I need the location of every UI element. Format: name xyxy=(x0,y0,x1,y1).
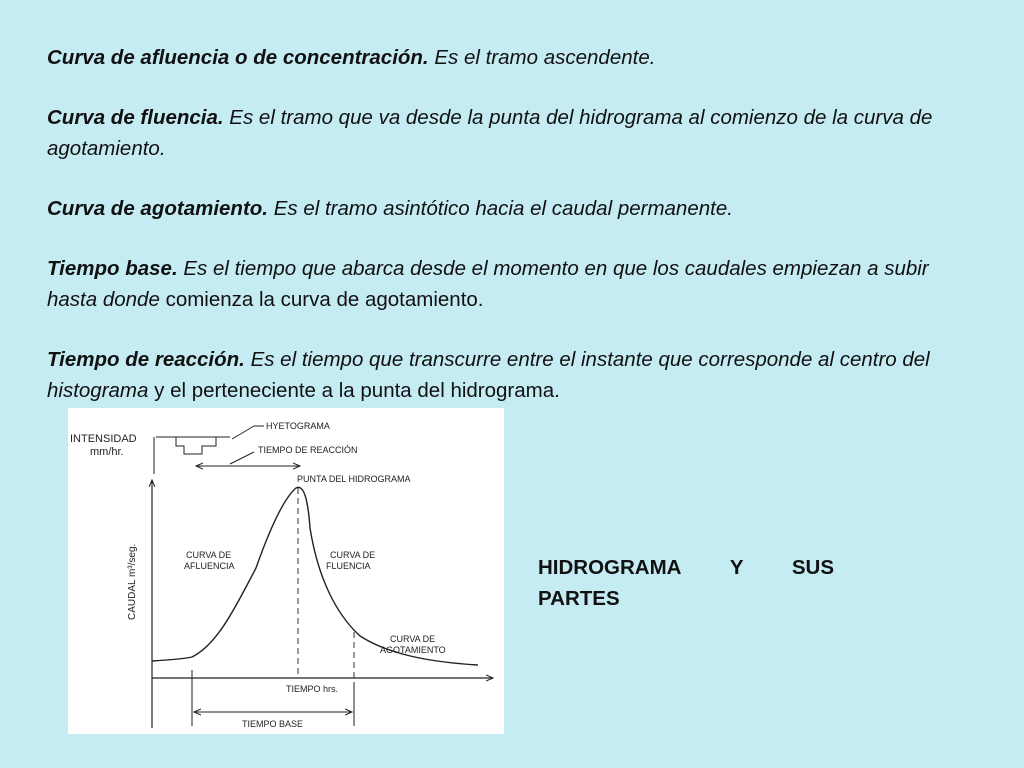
paragraph-afluencia xyxy=(47,42,937,73)
base-time-label: TIEMPO BASE xyxy=(242,719,304,729)
hyetograph-label: HYETOGRAMA xyxy=(266,421,330,431)
y-axis-label: CAUDAL m³/seg. xyxy=(127,543,138,620)
intensity-unit-label: mm/hr. xyxy=(90,446,124,458)
hyetograph-bars xyxy=(176,437,216,454)
term-tiempo-base: Tiempo base. xyxy=(47,257,178,280)
term-tiempo-reaccion: Tiempo de reacción. xyxy=(47,348,245,371)
diagram-caption xyxy=(538,552,834,614)
x-axis-label: TIEMPO hrs. xyxy=(286,684,339,694)
definition-tiempo-base-normal: comienza la curva de agotamiento. xyxy=(165,288,484,311)
rising-curve-label-line2: AFLUENCIA xyxy=(184,561,235,571)
definition-agotamiento: Es el tramo asintótico hacia el caudal permanente. xyxy=(273,197,733,220)
definitions-text xyxy=(47,42,937,435)
paragraph-tiempo-base xyxy=(47,253,937,315)
definition-tiempo-reaccion-normal: y el perteneciente a la punta del hidrograma. xyxy=(154,379,560,402)
hydrograph-diagram xyxy=(68,408,504,734)
definition-tiempo-reaccion-italic: Es el tiempo que transcurre entre el instante que corresponde al centro del histograma xyxy=(47,348,930,402)
hyetograph-pointer xyxy=(232,426,254,439)
term-fluencia: Curva de fluencia. xyxy=(47,106,224,129)
definition-afluencia: Es el tramo ascendente. xyxy=(434,46,656,69)
hydrograph-svg xyxy=(68,408,504,734)
term-agotamiento: Curva de agotamiento. xyxy=(47,197,268,220)
peak-label: PUNTA DEL HIDROGRAMA xyxy=(297,474,411,484)
reaction-time-pointer xyxy=(230,452,254,464)
caption-word-hidrograma: HIDROGRAMA xyxy=(538,556,682,579)
reaction-time-label: TIEMPO DE REACCIÓN xyxy=(258,445,358,455)
recession-curve-label-line2: AGOTAMIENTO xyxy=(380,645,446,655)
caption-line-1 xyxy=(538,552,834,583)
intensity-label: INTENSIDAD xyxy=(70,433,137,445)
paragraph-agotamiento xyxy=(47,193,937,224)
definition-tiempo-base-italic: Es el tiempo que abarca desde el momento en que los caudales empiezan a subir hasta donde xyxy=(47,257,929,311)
caption-word-y: Y xyxy=(729,556,744,579)
definition-fluencia: Es el tramo que va desde la punta del hidrograma al comienzo de la curva de agotamiento. xyxy=(47,106,933,160)
caption-word-sus: SUS xyxy=(791,556,834,579)
caption-line-2: PARTES xyxy=(538,587,620,610)
rising-curve-label-line1: CURVA DE xyxy=(186,550,232,560)
falling-curve-label-line1: CURVA DE xyxy=(330,550,376,560)
term-afluencia: Curva de afluencia o de concentración. xyxy=(47,46,429,69)
paragraph-tiempo-reaccion xyxy=(47,344,937,406)
recession-curve-label-line1: CURVA DE xyxy=(390,634,436,644)
falling-curve-label-line2: FLUENCIA xyxy=(326,561,371,571)
paragraph-fluencia xyxy=(47,102,937,164)
